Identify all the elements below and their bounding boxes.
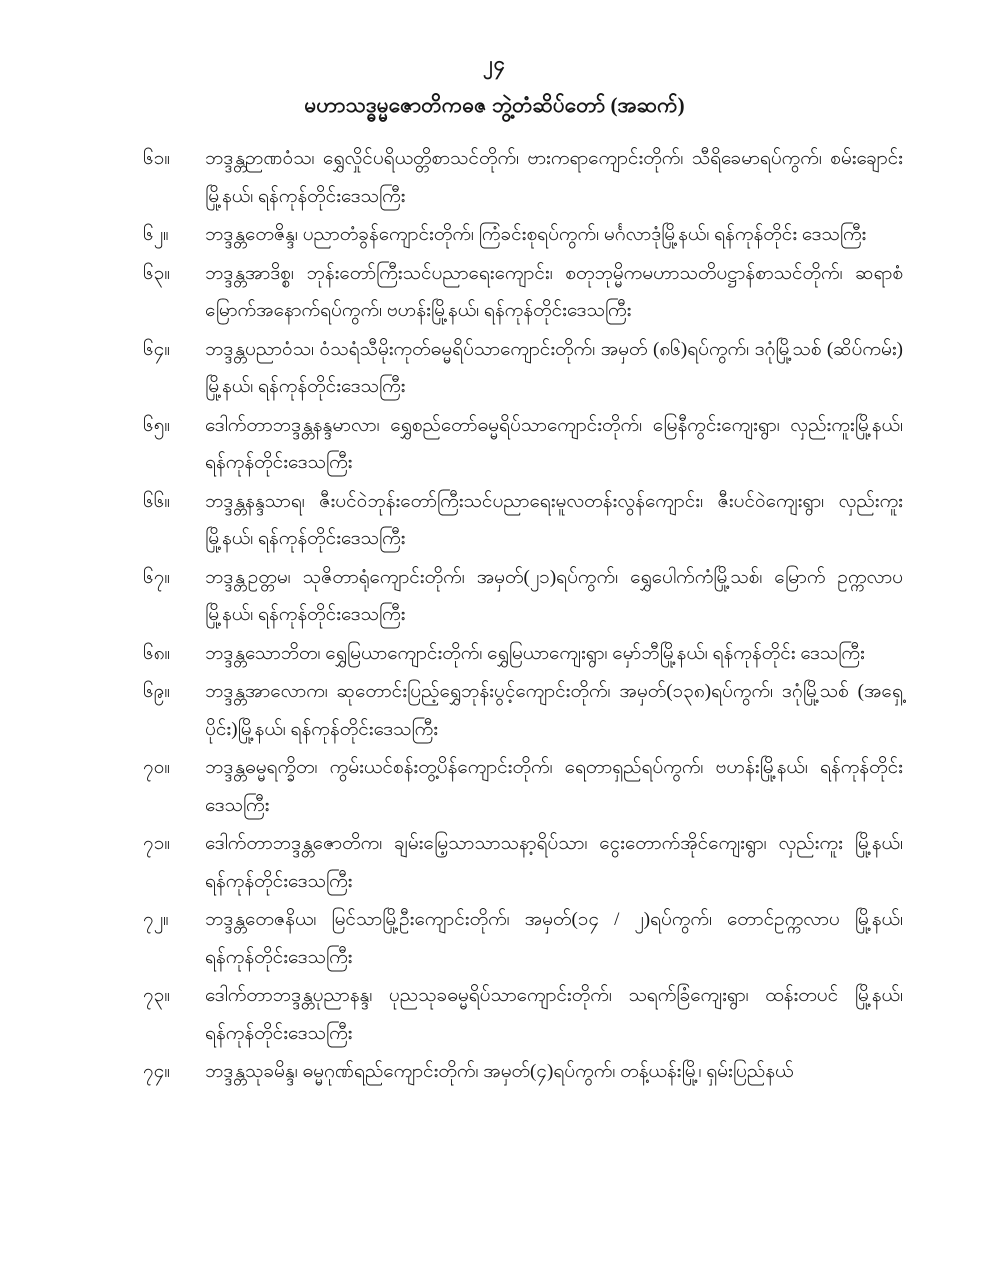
item-text: ဒေါက်တာဘဒ္ဒန္တဇောတိက၊ ချမ်းမြေ့သာသာသနာ့ရိပ်သာ၊ ငွေးတောက်အိုင်ကျေးရွာ၊ လှည်းကူး မြို့နယ်၊ ရန်ကုန်တိုင်းဒေသကြီး — [205, 833, 903, 892]
item-number: ၆၃။ — [143, 262, 171, 284]
page-number: ၂၄ — [482, 53, 507, 75]
list-item — [143, 216, 903, 254]
item-text: ဘဒ္ဒန္တတေဇနိယ၊ မြင်သာမြို့ဦးကျောင်းတိုက်၊ အမှတ်(၁၄ / ၂)ရပ်ကွက်၊ တောင်ဥက္ကလာပ မြို့နယ်၊ ရန်ကုန်တိုင်းဒေသကြီး — [205, 909, 903, 968]
list-item — [143, 635, 903, 673]
title-recipient-list — [143, 140, 903, 1092]
list-item — [143, 559, 903, 634]
page-title: မဟာသဒ္ဓမ္မဇောတိကဓဇ ဘွဲ့တံဆိပ်တော် (အဆက်) — [304, 93, 685, 117]
item-number: ၆၉။ — [143, 681, 171, 702]
list-item — [143, 749, 903, 824]
item-text: ဒေါက်တာဘဒ္ဒန္တပုညာနန္ဒ၊ ပုညသုခဓမ္မရိပ်သာကျောင်းတိုက်၊ သရက်ခြံကျေးရွာ၊ ထန်းတပင် မြို့နယ်၊ ရန်ကုန်တိုင်းဒေသကြီး — [205, 985, 903, 1044]
item-text: ဘဒ္ဒန္တသောဘိတ၊ ရွှေမြယာကျောင်းတိုက်၊ ရွှေမြယာကျေးရွာ၊ မှော်ဘီမြို့နယ်၊ ရန်ကုန်တိုင်း ဒေသကြီး — [205, 642, 865, 664]
item-number: ၆၈။ — [143, 642, 171, 664]
item-number: ၇၂။ — [143, 909, 169, 930]
item-number: ၆၂။ — [143, 224, 169, 245]
list-item — [143, 825, 903, 900]
item-number: ၆၄။ — [143, 338, 171, 360]
item-number: ၇၁။ — [143, 833, 171, 854]
item-text: ဘဒ္ဒန္တသုခမိန္ဒ၊ ဓမ္မဂုဏ်ရည်ကျောင်းတိုက်၊ အမှတ်(၄)ရပ်ကွက်၊ တန့်ယန်းမြို့၊ ရှမ်းပြည်နယ် — [205, 1061, 794, 1082]
item-text: ဘဒ္ဒန္တအာလောက၊ ဆုတောင်းပြည့်ရွှေဘုန်းပွင့်ကျောင်းတိုက်၊ အမှတ်(၁၃၈)ရပ်ကွက်၊ ဒဂုံမြို့သစ် (အရှေ့ပိုင်း)မြို့နယ်၊ ရန်ကုန်တိုင်းဒေသကြီး — [205, 681, 903, 740]
item-number: ၆၇။ — [143, 566, 171, 588]
item-text: ဘဒ္ဒန္တအာဒိစ္စ၊ ဘုန်းတော်ကြီးသင်ပညာရေးကျောင်း၊ စတုဘုမ္မိကမဟာသတိပဋ္ဌာန်စာသင်တိုက်၊ ဆရာစံမြောက်အနောက်ရပ်ကွက်၊ ဗဟန်းမြို့နယ်၊ ရန်ကုန်တိုင်းဒေသကြီး — [205, 262, 903, 321]
list-item — [143, 407, 903, 482]
item-number: ၆၆။ — [143, 490, 171, 512]
item-text: ဘဒ္ဒန္တတေဇိန္ဒ၊ ပညာတံခွန်ကျောင်းတိုက်၊ ကြံခင်းစုရပ်ကွက်၊ မင်္ဂလာဒုံမြို့နယ်၊ ရန်ကုန်တိုင်း ဒေသကြီး — [205, 224, 867, 245]
item-text: ဘဒ္ဒန္တဉာဏဝံသ၊ ရွှေလှိုင်ပရိယတ္တိစာသင်တိုက်၊ ဗားကရာကျောင်းတိုက်၊ သီရိခေမာရပ်ကွက်၊ စမ်းချောင်းမြို့နယ်၊ ရန်ကုန်တိုင်းဒေသကြီး — [205, 148, 903, 207]
list-item — [143, 483, 903, 558]
list-item — [143, 331, 903, 406]
list-item — [143, 673, 903, 748]
item-number: ၆၅။ — [143, 414, 171, 436]
item-number: ၇၃။ — [143, 985, 171, 1006]
item-text: ဘဒ္ဒန္တဓမ္မရက္ခိတ၊ ကွမ်းယင်စန်းတွ့ပိန်ကျောင်းတိုက်၊ ရေတာရှည်ရပ်ကွက်၊ ဗဟန်းမြို့နယ်၊ ရန်ကုန်တိုင်းဒေသကြီး — [205, 757, 903, 816]
item-number: ၇၄။ — [143, 1061, 171, 1082]
list-item — [143, 977, 903, 1052]
item-text: ဘဒ္ဒန္တဥတ္တမ၊ သုဇိတာရုံကျောင်းတိုက်၊ အမှတ်(၂၁)ရပ်ကွက်၊ ရွှေပေါက်ကံမြို့သစ်၊ မြောက် ဥက္ကလာပမြို့နယ်၊ ရန်ကုန်တိုင်းဒေသကြီး — [205, 566, 903, 625]
item-number: ၆၁။ — [143, 148, 171, 169]
list-item — [143, 1053, 903, 1091]
list-item — [143, 255, 903, 330]
item-text: ဒေါက်တာဘဒ္ဒန္တနန္ဒမာလာ၊ ရွှေစည်တော်ဓမ္မရိပ်သာကျောင်းတိုက်၊ မြေနီကွင်းကျေးရွာ၊ လှည်းကူးမြို့နယ်၊ ရန်ကုန်တိုင်းဒေသကြီး — [205, 414, 903, 473]
list-item — [143, 901, 903, 976]
list-item — [143, 140, 903, 215]
item-text: ဘဒ္ဒန္တပညာဝံသ၊ ဝံသရံသီမိုးကုတ်ဓမ္မရိပ်သာကျောင်းတိုက်၊ အမှတ် (၈၆)ရပ်ကွက်၊ ဒဂုံမြို့သစ် (ဆိပ်ကမ်း) မြို့နယ်၊ ရန်ကုန်တိုင်းဒေသကြီး — [205, 338, 903, 397]
item-text: ဘဒ္ဒန္တနန္ဒသာရ၊ ဇီးပင်ဝဲဘုန်းတော်ကြီးသင်ပညာရေးမူလတန်းလွန်ကျောင်း၊ ဇီးပင်ဝဲကျေးရွာ၊ လှည်းကူးမြို့နယ်၊ ရန်ကုန်တိုင်းဒေသကြီး — [205, 490, 903, 549]
item-number: ၇၀။ — [143, 757, 171, 778]
